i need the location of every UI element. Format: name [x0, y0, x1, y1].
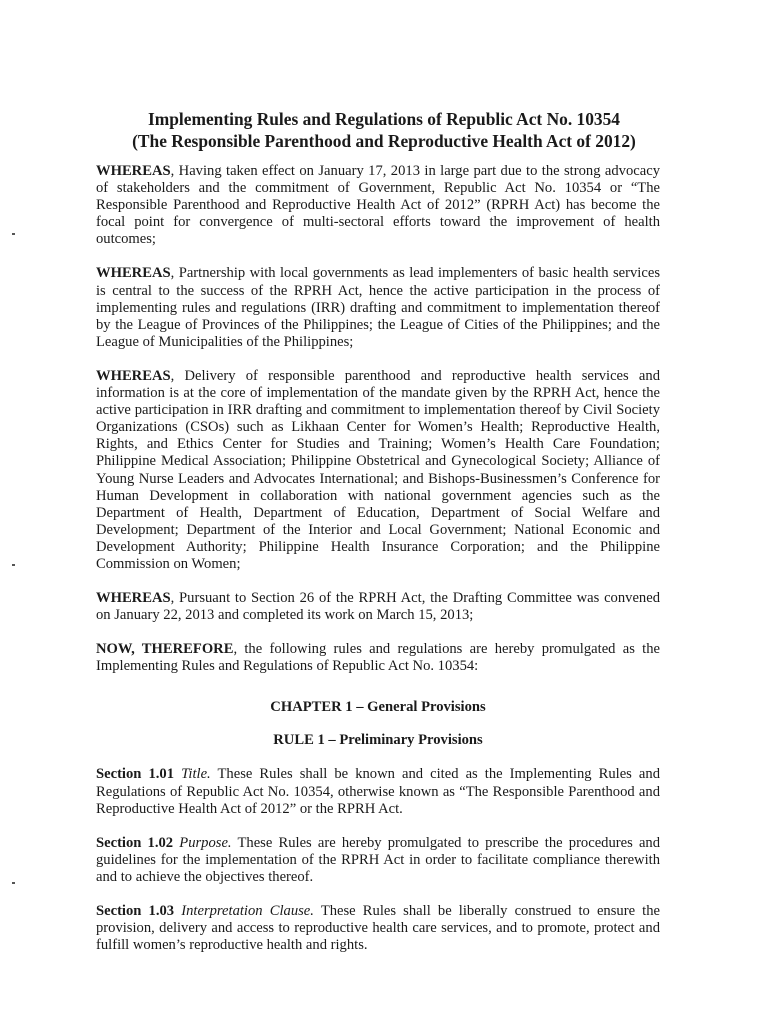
rule-heading: RULE 1 – Preliminary Provisions	[273, 732, 483, 749]
now-therefore-text: , the following rules and regulations are hereby promulgated as the Implementing Rules and Regulations of Republic Act No. 10354:	[96, 641, 661, 675]
section-text: These Rules shall be liberally construed to ensure the provision, delivery and access to reproductive health care services, and to promote, protect and fulfill women’s reproductive health and rights.	[96, 903, 661, 954]
document-title	[60, 108, 708, 152]
whereas-text: , Pursuant to Section 26 of the RPRH Act, the Drafting Committee was convened on January 22, 2013 and completed its work on March 15, 2013;	[96, 590, 660, 624]
title-line-2: (The Responsible Parenthood and Reproductive Health Act of 2012)	[132, 131, 636, 151]
whereas-paragraph-1	[96, 163, 660, 248]
whereas-text: , Delivery of responsible parenthood and reproductive health services and information is at the core of implementation of the mandate given by the RPRH Act, hence the active participation in IRR drafting and commitment to implementation thereof by Civil Society Organizations (CSOs) such as Likhaan Center for Women’s Health; Reproductive Health, Rights, and Ethics Center for Studies and Training; Women’s Health Care Foundation; Philippine Medical Association; Philippine Obstetrical and Gynecological Society; Alliance of Young Nurse Leaders and Advocates International; and Bishops-Businessmen’s Conference for Human Development in collaboration with national government agencies such as the Department of Health, Department of Education, Department of Social Welfare and Development; Department of the Interior and Local Government; National Economic and Development Authority; Philippine Health Insurance Corporation; and the Philippine Commission on Women;	[96, 367, 660, 572]
whereas-lead: WHEREAS	[96, 163, 171, 179]
section-text: These Rules shall be known and cited as the Implementing Rules and Regulations of Republic Act No. 10354, otherwise known as “The Responsible Parenthood and Reproductive Health Act of 2012” or the RPRH Act.	[96, 766, 661, 817]
margin-mark	[12, 564, 15, 566]
chapter-heading: CHAPTER 1 – General Provisions	[270, 699, 486, 716]
margin-mark	[12, 233, 15, 235]
section-title: Purpose.	[179, 834, 232, 851]
whereas-paragraph-3	[96, 368, 660, 573]
section-number: Section 1.03	[96, 903, 175, 919]
section-1-01	[96, 766, 660, 817]
whereas-lead: WHEREAS	[96, 367, 171, 384]
section-number: Section 1.02	[96, 834, 174, 851]
whereas-paragraph-4	[96, 590, 660, 624]
now-therefore-lead: NOW, THEREFORE	[96, 641, 234, 658]
whereas-lead: WHEREAS	[96, 590, 171, 607]
whereas-paragraph-2	[96, 265, 660, 350]
section-1-02	[96, 835, 660, 886]
section-title: Interpretation Clause.	[181, 903, 314, 919]
title-line-1: Implementing Rules and Regulations of Republic Act No. 10354	[148, 109, 620, 129]
section-1-03	[96, 903, 660, 954]
whereas-lead: WHEREAS	[96, 265, 171, 282]
section-text: These Rules are hereby promulgated to prescribe the procedures and guidelines for the implementation of the RPRH Act in order to facilitate compliance therewith and to achieve the objectives thereof.	[96, 834, 661, 885]
whereas-text: , Partnership with local governments as lead implementers of basic health services is central to the success of the RPRH Act, hence the active participation in the process of implementing rules and regulations (IRR) drafting and commitment to implementation thereof by the League of Provinces of the Philippines; the League of Cities of the Philippines; and the League of Municipalities of the Philippines;	[96, 265, 660, 350]
section-title: Title.	[181, 766, 211, 783]
section-number: Section 1.01	[96, 766, 175, 783]
document-body	[96, 163, 660, 971]
margin-mark	[12, 882, 15, 884]
whereas-text: , Having taken effect on January 17, 2013 in large part due to the strong advocacy of stakeholders and the commitment of Government, Republic Act No. 10354 or “The Responsible Parenthood and Reproductive Health Act of 2012” (RPRH Act) has become the focal point for convergence of multi-sectoral efforts toward the improvement of health outcomes;	[96, 163, 660, 248]
now-therefore-paragraph	[96, 641, 660, 675]
